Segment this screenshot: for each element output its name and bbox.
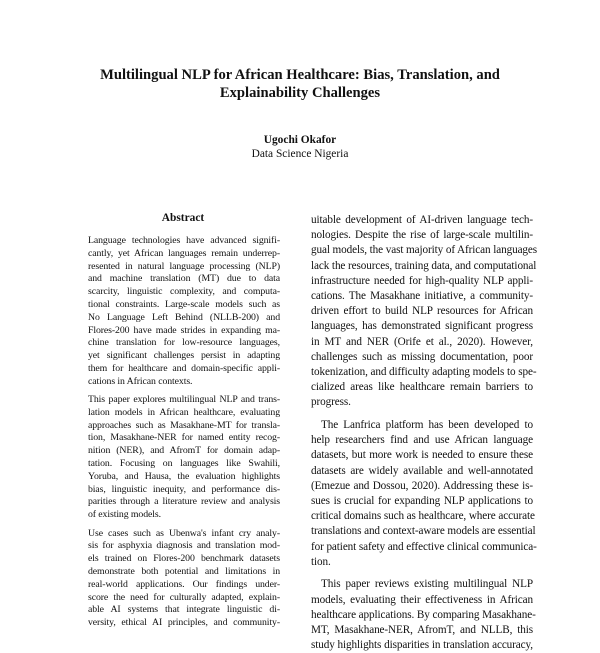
- text-line: MT, Masakhane-NER, AfromT, and NLLB, this: [311, 624, 533, 637]
- text-line: nition (NER), and AfromT for domain adap-: [88, 445, 280, 457]
- text-line: scarcity, linguistic complexity, and computa-: [88, 286, 280, 298]
- text-line: gual models, the vast majority of African languages: [311, 244, 538, 257]
- text-line: healthcare applications. By comparing Masakhane-: [311, 608, 536, 621]
- author-name: Ugochi Okafor: [263, 134, 337, 146]
- text-line: bias, linguistic inequity, and performance dis-: [88, 483, 280, 495]
- body-paragraph-2: [311, 418, 537, 570]
- text-line: Yoruba, and Hausa, the evaluation highlights: [88, 470, 280, 482]
- text-line: els trained on Flores-200 benchmark datasets: [88, 553, 280, 565]
- author-affiliation: Data Science Nigeria: [251, 148, 349, 160]
- text-line: and machine translation (MT) due to data: [88, 273, 280, 285]
- text-line: sues is crucial for expanding NLP applications to: [311, 495, 533, 508]
- body-paragraph-3: [311, 577, 536, 653]
- body-column: [311, 213, 538, 652]
- text-line: real-world applications. Our findings under-: [88, 578, 280, 590]
- text-line: cations in African contexts.: [88, 375, 193, 387]
- text-line: score the need for culturally adapted, explain-: [88, 591, 280, 603]
- text-line: study highlights disparities in translation accuracy,: [311, 639, 533, 652]
- text-line: cialized areas like healthcare remain barriers to: [311, 381, 533, 394]
- title-line: Explainability Challenges: [219, 85, 381, 101]
- text-line: tion, Masakhane-NER for named entity recog-: [88, 432, 280, 444]
- text-line: languages, has demonstrated significant progress: [311, 320, 533, 333]
- text-line: datasets are widely available and well-annotated: [311, 464, 533, 477]
- text-line: progress.: [311, 396, 351, 409]
- text-line: parities through a literature review and analysis: [88, 496, 280, 508]
- text-line: tion.: [311, 555, 331, 568]
- text-line: cations. The Masakhane initiative, a community-: [311, 290, 533, 303]
- text-line: This paper explores multilingual NLP and trans-: [88, 394, 280, 406]
- text-line: Language technologies have advanced signifi-: [88, 235, 280, 246]
- body-paragraph-1: [311, 213, 538, 411]
- abstract-paragraph-2: [88, 394, 280, 522]
- text-line: driven effort to build NLP resources for African: [311, 305, 533, 318]
- text-line: tional constraints. Large-scale models such as: [88, 298, 280, 310]
- text-line: chine translation for low-resource languages,: [88, 337, 280, 349]
- text-line: demonstrate both potential and limitations in: [88, 565, 280, 577]
- text-line: lack the resources, training data, and computational: [311, 259, 537, 272]
- text-line: uitable development of AI-driven language tech-: [311, 214, 533, 226]
- text-line: No Language Left Behind (NLLB-200) and: [88, 311, 280, 323]
- text-line: The Lanfrica platform has been developed to: [321, 419, 533, 432]
- text-line: nologies. Despite the rise of large-scale multilin-: [311, 229, 533, 242]
- abstract-paragraph-3: [88, 528, 280, 630]
- text-line: sis for asphyxia diagnosis and translation mod-: [88, 540, 280, 552]
- text-line: able AI systems that integrate linguistic di-: [88, 604, 280, 616]
- text-line: tation. Focusing on languages like Swahili,: [88, 458, 280, 470]
- text-line: datasets, but more work is needed to ensure these: [311, 449, 533, 462]
- text-line: models, evaluating their effectiveness in African: [311, 593, 533, 606]
- text-line: translations and context-aware models are essential: [311, 525, 536, 538]
- text-line: of existing models.: [88, 509, 161, 521]
- text-line: approaches such as Masakhane-MT for transla-: [88, 419, 280, 431]
- text-line: challenges such as missing documentation, poor: [311, 350, 533, 363]
- text-line: This paper reviews existing multilingual NLP: [321, 578, 533, 591]
- text-line: tokenization, and difficulty adapting models to spe-: [311, 366, 537, 379]
- text-line: Flores-200 have made strides in expanding ma-: [88, 324, 280, 336]
- abstract-heading: Abstract: [161, 212, 205, 224]
- text-line: yet significant challenges persist in adapting: [88, 350, 280, 362]
- abstract-column: [88, 235, 280, 629]
- text-line: lation models in African healthcare, evaluating: [88, 406, 280, 418]
- paper-title: [60, 66, 540, 102]
- text-line: versity, ethical AI principles, and community-: [88, 617, 280, 629]
- text-line: in MT and NER (Orife et al., 2020). However,: [311, 335, 533, 348]
- text-line: (Emezue and Dossou, 2020). Addressing these is-: [311, 479, 533, 492]
- text-line: Use cases such as Ubenwa's infant cry analy-: [88, 527, 280, 539]
- text-line: resented in natural language processing (NLP): [88, 260, 280, 272]
- text-line: infrastructure needed for high-quality NLP appli-: [311, 274, 533, 287]
- title-line: Multilingual NLP for African Healthcare: Bias, Translation, and: [100, 67, 500, 83]
- text-line: critical domains such as healthcare, where accurate: [311, 510, 535, 523]
- text-line: them for healthcare and domain-specific appli-: [88, 362, 280, 374]
- abstract-paragraph-1: [88, 235, 280, 389]
- text-line: for patient safety and effective clinical communica-: [311, 540, 537, 553]
- text-line: help researchers find and use African language: [311, 434, 533, 447]
- text-line: cantly, yet African languages remain underrep-: [88, 247, 280, 259]
